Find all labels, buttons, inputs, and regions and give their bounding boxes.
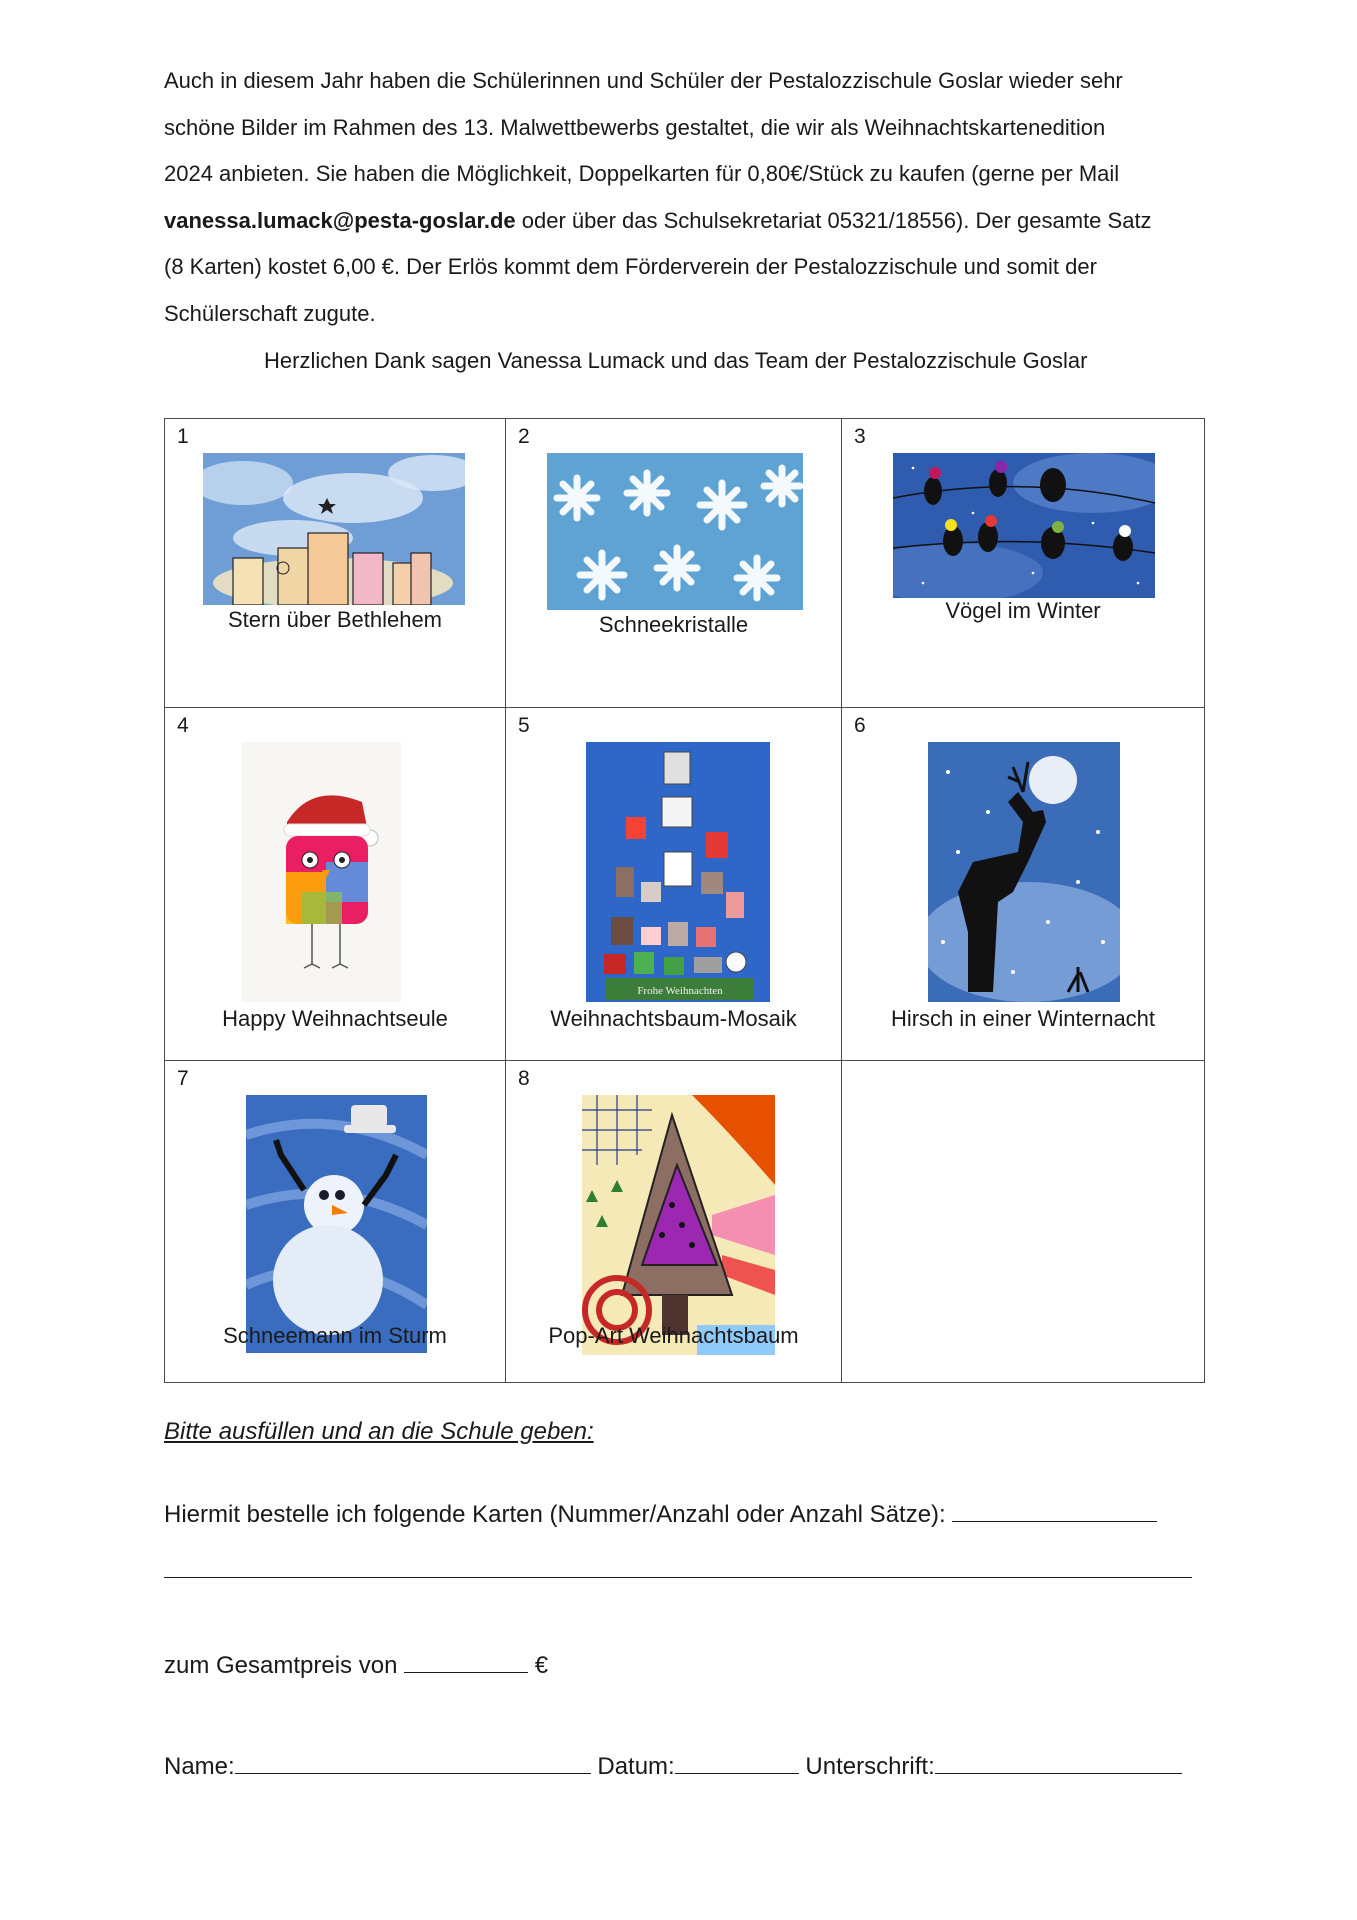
total-label: zum Gesamtpreis von bbox=[164, 1652, 398, 1679]
card-cell-6 bbox=[842, 708, 1205, 1061]
card-grid bbox=[164, 418, 1205, 1383]
intro-line: Auch in diesem Jahr haben die Schülerinnen und Schüler der Pestalozzischule Goslar wieder sehr bbox=[164, 68, 1123, 93]
card-image-birds-winter bbox=[893, 453, 1155, 598]
card-number: 2 bbox=[518, 425, 530, 448]
card-cell-5 bbox=[506, 708, 842, 1061]
card-number: 8 bbox=[518, 1067, 530, 1090]
intro-line: schöne Bilder im Rahmen des 13. Malwettbewerbs gestaltet, die wir als Weihnachtskartenedition bbox=[164, 114, 1106, 140]
total-line bbox=[164, 1650, 548, 1680]
card-image-snowman bbox=[246, 1095, 427, 1353]
intro-line: (8 Karten) kostet 6,00 €. Der Erlös kommt dem Förderverein der Pestalozzischule und somit der bbox=[164, 254, 1097, 279]
card-number: 6 bbox=[854, 714, 866, 737]
card-cell-1 bbox=[165, 419, 506, 708]
thanks-line: Herzlichen Dank sagen Vanessa Lumack und das Team der Pestalozzischule Goslar bbox=[264, 348, 1088, 373]
order-label: Hiermit bestelle ich folgende Karten (Nummer/Anzahl oder Anzahl Sätze): bbox=[164, 1501, 946, 1528]
order-input[interactable] bbox=[952, 1499, 1157, 1522]
card-cell-empty bbox=[842, 1061, 1205, 1383]
card-cell-7 bbox=[165, 1061, 506, 1383]
card-image-owl bbox=[242, 742, 401, 1002]
card-title: Weihnachtsbaum-Mosaik bbox=[550, 1006, 797, 1031]
total-price-input[interactable] bbox=[404, 1650, 528, 1673]
card-image-pop-art-tree bbox=[582, 1095, 775, 1355]
card-title: Vögel im Winter bbox=[945, 598, 1101, 623]
intro-line-rest: oder über das Schulsekretariat 05321/18556). Der gesamte Satz bbox=[515, 207, 1152, 233]
form-title: Bitte ausfüllen und an die Schule geben: bbox=[164, 1418, 594, 1445]
order-input-continuation[interactable] bbox=[164, 1577, 1192, 1578]
mosaic-banner-text: Frohe Weihnachten bbox=[637, 985, 723, 997]
date-input[interactable] bbox=[675, 1751, 799, 1774]
order-line bbox=[164, 1499, 1157, 1529]
card-title: Pop-Art Weihnachtsbaum bbox=[548, 1323, 799, 1348]
card-number: 5 bbox=[518, 714, 530, 737]
signature-line bbox=[164, 1751, 1182, 1781]
name-input[interactable] bbox=[235, 1751, 591, 1774]
currency-symbol: € bbox=[534, 1652, 549, 1679]
intro-line: 2024 anbieten. Sie haben die Möglichkeit, Doppelkarten für 0,80€/Stück zu kaufen (gerne per Mail bbox=[164, 161, 1120, 186]
card-title: Schneemann im Sturm bbox=[223, 1323, 447, 1348]
card-title: Happy Weihnachtseule bbox=[222, 1006, 448, 1031]
card-title: Hirsch in einer Winternacht bbox=[890, 1006, 1156, 1031]
card-image-deer bbox=[928, 742, 1120, 1002]
intro-line: Schülerschaft zugute. bbox=[164, 300, 376, 326]
card-number: 1 bbox=[177, 425, 189, 448]
signature-input[interactable] bbox=[935, 1751, 1182, 1774]
card-cell-8 bbox=[506, 1061, 842, 1383]
card-image-mosaic-tree bbox=[586, 742, 770, 1002]
card-number: 4 bbox=[177, 714, 189, 737]
card-title: Stern über Bethlehem bbox=[227, 607, 443, 632]
card-image-star-bethlehem bbox=[203, 453, 465, 605]
name-label: Name: bbox=[164, 1753, 235, 1780]
card-cell-2 bbox=[506, 419, 842, 708]
card-number: 7 bbox=[177, 1067, 189, 1090]
intro-line bbox=[164, 198, 1204, 245]
date-label: Datum: bbox=[597, 1753, 675, 1780]
signature-label: Unterschrift: bbox=[805, 1753, 935, 1780]
card-number: 3 bbox=[854, 425, 866, 448]
intro-paragraph bbox=[164, 58, 1204, 337]
email-link[interactable]: vanessa.lumack@pesta-goslar.de bbox=[164, 207, 516, 233]
card-image-snow-crystals bbox=[547, 453, 803, 610]
card-cell-4 bbox=[165, 708, 506, 1061]
card-title: Schneekristalle bbox=[598, 612, 749, 637]
card-cell-3 bbox=[842, 419, 1205, 708]
